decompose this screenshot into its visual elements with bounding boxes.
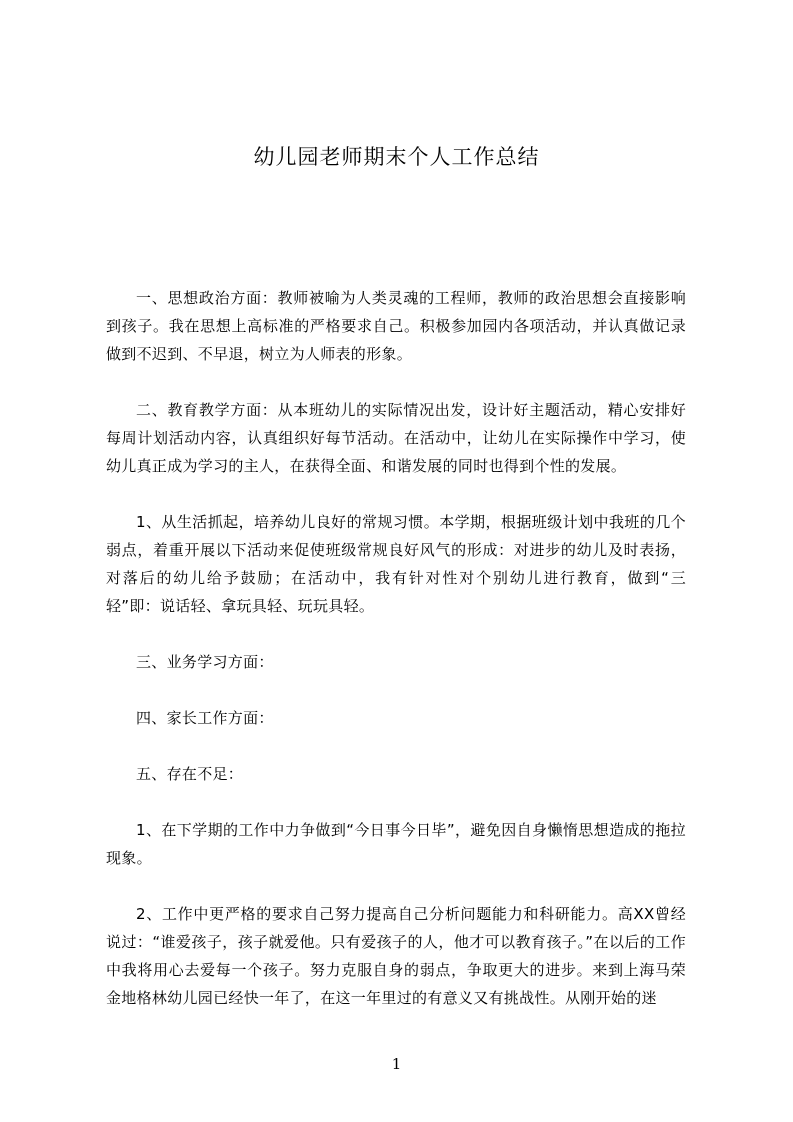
paragraph-teaching: 二、教育教学方面：从本班幼儿的实际情况出发，设计好主题活动，精心安排好每周计划活动内容，认真组织好每节活动。在活动中，让幼儿在实际操作中学习，使幼儿真正成为学习的主人，在获得全面、和谐发展的同时也得到个性的发展。 bbox=[106, 401, 686, 475]
paragraph-habits: 1、从生活抓起，培养幼儿良好的常规习惯。本学期，根据班级计划中我班的几个弱点，着重开展以下活动来促使班级常规良好风气的形成：对进步的幼儿及时表扬，对落后的幼儿给予鼓励；在活动中，我有针对性对个别幼儿进行教育，做到“三轻”即：说话轻、拿玩具轻、玩玩具轻。 bbox=[106, 513, 686, 615]
document-title: 幼儿园老师期末个人工作总结 bbox=[253, 145, 540, 169]
document-body bbox=[106, 284, 686, 1040]
heading-shortcomings: 五、存在不足： bbox=[136, 765, 244, 783]
heading-parent-work: 四、家长工作方面： bbox=[136, 709, 274, 727]
paragraph-shortcoming-2: 2、工作中更严格的要求自己努力提高自己分析问题能力和科研能力。高XX曾经说过：“谁爱孩子，孩子就爱他。只有爱孩子的人，他才可以教育孩子。”在以后的工作中我将用心去爱每一个孩子。努力克服自身的弱点，争取更大的进步。来到上海马荣金地格林幼儿园已经快一年了，在这一年里过的有意义又有挑战性。从刚开始的迷 bbox=[106, 905, 686, 1007]
heading-professional-study: 三、业务学习方面： bbox=[136, 653, 274, 671]
paragraph-political: 一、思想政治方面：教师被喻为人类灵魂的工程师，教师的政治思想会直接影响到孩子。我在思想上高标准的严格要求自己。积极参加园内各项活动，并认真做记录做到不迟到、不早退，树立为人师表的形象。 bbox=[106, 289, 686, 363]
page-number: 1 bbox=[391, 1055, 402, 1073]
paragraph-shortcoming-1: 1、在下学期的工作中力争做到“今日事今日毕”，避免因自身懒惰思想造成的拖拉现象。 bbox=[106, 821, 686, 867]
